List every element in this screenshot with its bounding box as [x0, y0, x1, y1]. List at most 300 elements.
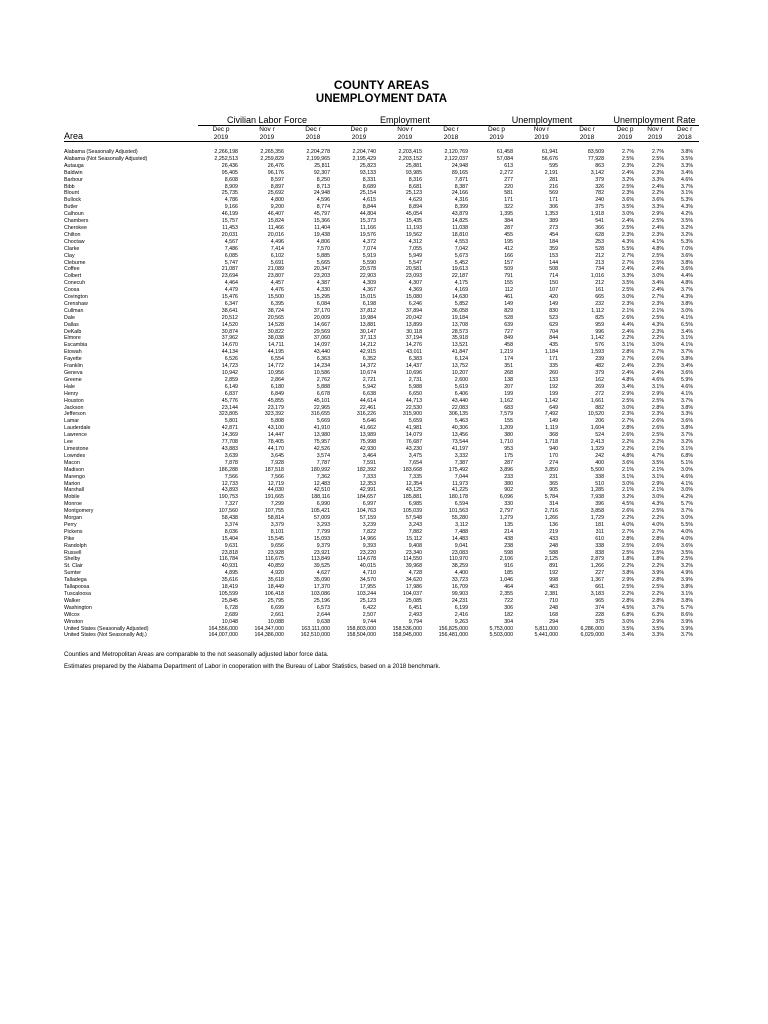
year-header: 2019 [382, 134, 428, 142]
value-cell: 14,825 [451, 218, 469, 225]
value-cell: 5,801 [224, 418, 238, 425]
value-cell: 438 [504, 535, 514, 542]
value-cell: 107,755 [264, 508, 284, 515]
value-cell: 2.5% [621, 542, 635, 549]
value-cell: 22,461 [359, 404, 377, 411]
value-cell: 9,744 [362, 618, 377, 625]
value-cell: 661 [595, 584, 605, 591]
value-cell: 9,794 [408, 618, 423, 625]
area-name-cell: Pike [64, 535, 75, 542]
value-cell: 11,166 [360, 224, 377, 231]
value-cell: 3.5% [651, 459, 665, 466]
value-cell: 18,419 [221, 584, 238, 591]
value-cell: 420 [549, 294, 559, 301]
value-cell: 727 [504, 328, 514, 335]
value-cell: 4.1% [651, 238, 665, 245]
value-cell: 996 [595, 328, 605, 335]
value-cell: 3,858 [590, 508, 605, 515]
table-row [64, 481, 699, 488]
value-cell: 2.2% [621, 563, 635, 570]
value-cell: 2.2% [621, 591, 635, 597]
value-cell: 3,243 [408, 521, 423, 528]
value-cell: 43,893 [221, 487, 238, 494]
value-cell: 40,931 [221, 563, 238, 570]
value-cell: 3,142 [590, 169, 605, 176]
value-cell: 1.8% [621, 556, 635, 563]
value-cell: 2.5% [621, 549, 635, 556]
table-row [64, 294, 699, 301]
value-cell: 6,347 [224, 300, 238, 307]
value-cell: 9,200 [270, 204, 284, 211]
value-cell: 541 [595, 218, 605, 225]
value-cell: 4,367 [362, 287, 377, 294]
value-cell: 42,871 [221, 425, 238, 432]
value-cell: 19,576 [359, 231, 377, 238]
value-cell: 149 [504, 300, 514, 307]
value-cell: 2,125 [544, 556, 559, 563]
value-cell: 5,659 [408, 418, 423, 425]
value-cell: 3.1% [621, 342, 635, 349]
value-cell: 281 [549, 176, 559, 183]
value-cell: 7,299 [270, 501, 284, 508]
area-name-cell: Sumter [64, 570, 82, 577]
value-cell: 3,850 [544, 466, 559, 473]
value-cell: 1,661 [590, 397, 605, 404]
area-name-cell: Shelby [64, 556, 81, 563]
value-cell: 2.1% [621, 487, 635, 494]
area-name-cell: Winston [64, 618, 84, 625]
value-cell: 338 [595, 542, 605, 549]
value-cell: 2.1% [651, 487, 665, 494]
value-cell: 104,763 [356, 508, 377, 515]
value-cell: 4.3% [681, 294, 694, 301]
value-cell: 2.6% [621, 314, 635, 321]
value-cell: 20,031 [221, 231, 238, 238]
value-cell: 3.3% [651, 632, 665, 639]
value-cell: 2.3% [651, 363, 665, 370]
value-cell: 2.4% [621, 169, 635, 176]
value-cell: 3.8% [681, 425, 694, 432]
value-cell: 3.1% [681, 335, 694, 342]
value-cell: 14,447 [267, 432, 284, 439]
value-cell: 1,279 [499, 515, 514, 522]
value-cell: 4,710 [362, 570, 377, 577]
unemployment-table [64, 116, 699, 639]
value-cell: 14,276 [405, 342, 423, 349]
value-cell: 2.3% [651, 169, 665, 176]
report-titles [64, 78, 699, 106]
month-header: Dec p [488, 126, 506, 133]
value-cell: 4.8% [621, 376, 635, 383]
value-cell: 25,085 [405, 597, 423, 604]
value-cell: 233 [504, 473, 514, 480]
value-cell: 14,483 [451, 535, 469, 542]
value-cell: 482 [595, 363, 605, 370]
value-cell: 34,570 [359, 577, 377, 584]
value-cell: 4.8% [651, 245, 665, 252]
value-cell: 15,080 [405, 294, 423, 301]
value-cell: 3.5% [621, 204, 635, 211]
value-cell: 3.5% [681, 155, 694, 162]
value-cell: 2.5% [621, 287, 635, 294]
value-cell: 380 [504, 432, 514, 439]
value-cell: 153 [549, 252, 559, 259]
table-row [64, 598, 699, 605]
month-header: Nov r [533, 126, 550, 133]
value-cell: 170 [549, 452, 559, 459]
value-cell: 35,616 [221, 577, 238, 584]
value-cell: 5.3% [681, 238, 694, 245]
value-cell: 2.1% [621, 307, 635, 314]
value-cell: 57,548 [405, 515, 423, 522]
value-cell: 2.3% [621, 162, 635, 169]
value-cell: 7,362 [316, 473, 331, 480]
value-cell: 365 [549, 480, 559, 487]
value-cell: 2.3% [621, 231, 635, 238]
value-cell: 4,169 [454, 287, 469, 294]
value-cell: 15,093 [313, 535, 331, 542]
value-cell: 5,885 [316, 252, 331, 259]
value-cell: 2.9% [651, 480, 665, 487]
value-cell: 25,735 [221, 190, 238, 197]
value-cell: 3.7% [681, 508, 694, 515]
value-cell: 26,436 [221, 162, 238, 169]
value-cell: 2.4% [621, 363, 635, 370]
value-cell: 25,123 [359, 597, 377, 604]
value-cell: 14,772 [267, 363, 284, 370]
value-cell: 3.0% [651, 273, 665, 280]
value-cell: 4,476 [270, 287, 284, 294]
value-cell: 14,212 [359, 342, 377, 349]
value-cell: 37,194 [405, 335, 423, 342]
value-cell: 21,089 [267, 266, 284, 273]
value-cell: 6,286,000 [580, 625, 605, 632]
value-cell: 649 [549, 404, 559, 411]
value-cell: 1,729 [590, 515, 605, 522]
value-cell: 158,536,000 [392, 625, 423, 632]
value-cell: 5.3% [681, 197, 694, 204]
value-cell: 2,204,740 [352, 149, 377, 155]
value-cell: 7,333 [362, 473, 377, 480]
value-cell: 2,859 [224, 376, 238, 383]
value-cell: 99,903 [451, 591, 469, 597]
value-cell: 2.5% [651, 155, 665, 162]
value-cell: 2.6% [651, 418, 665, 425]
value-cell: 20,042 [405, 314, 423, 321]
value-cell: 11,466 [268, 224, 284, 231]
value-cell: 374 [595, 604, 605, 611]
value-cell: 2.1% [621, 466, 635, 473]
value-cell: 212 [595, 252, 605, 259]
value-cell: 4.5% [621, 604, 635, 611]
footnote-source: Estimates prepared by the Alabama Department of Labor in cooperation with the Bureau of Labor Statistics, based on a 2018 benchmark. [64, 663, 441, 671]
value-cell: 5,669 [316, 418, 331, 425]
value-cell: 2.6% [621, 432, 635, 439]
value-cell: 8,316 [408, 176, 423, 183]
value-cell: 55,280 [451, 515, 469, 522]
table-row [64, 474, 699, 481]
value-cell: 238 [504, 542, 514, 549]
table-row [64, 246, 699, 253]
value-cell: 17,370 [313, 584, 331, 591]
area-name-cell: Lamar [64, 418, 80, 425]
value-cell: 4,464 [224, 280, 238, 287]
value-cell: 29,569 [313, 328, 331, 335]
value-cell: 15,824 [267, 218, 284, 225]
value-cell: 3.6% [651, 197, 665, 204]
value-cell: 9,408 [408, 542, 423, 549]
value-cell: 37,113 [360, 335, 377, 342]
table-row [64, 363, 699, 370]
value-cell: 10,696 [405, 370, 423, 376]
value-cell: 19,184 [451, 314, 469, 321]
value-cell: 5,888 [316, 383, 331, 390]
value-cell: 8,101 [270, 528, 284, 535]
value-cell: 14,079 [405, 432, 423, 439]
value-cell: 2.3% [651, 411, 665, 418]
value-cell: 4,596 [316, 197, 331, 204]
value-cell: 277 [504, 176, 514, 183]
value-cell: 14,234 [313, 363, 331, 370]
value-cell: 4,806 [316, 238, 331, 245]
value-cell: 5.5% [681, 521, 694, 528]
table-row [64, 550, 699, 557]
value-cell: 2.2% [651, 563, 665, 570]
value-cell: 273 [549, 224, 559, 231]
value-cell: 6,638 [362, 390, 377, 397]
value-cell: 15,435 [405, 218, 423, 225]
value-cell: 4.4% [621, 321, 635, 328]
value-cell: 2.9% [651, 211, 665, 218]
table-row [64, 218, 699, 225]
value-cell: 3,639 [224, 452, 238, 459]
value-cell: 359 [549, 245, 559, 252]
value-cell: 3.1% [681, 190, 694, 197]
report-title: COUNTY AREAS [333, 78, 430, 92]
table-row [64, 632, 699, 639]
value-cell: 20,512 [221, 314, 238, 321]
value-cell: 12,483 [313, 480, 331, 487]
value-cell: 2.4% [621, 218, 635, 225]
area-name-cell: Cullman [64, 307, 84, 314]
value-cell: 41,910 [313, 425, 331, 432]
value-cell: 274 [549, 459, 559, 466]
value-cell: 17,955 [359, 584, 377, 591]
value-cell: 13,708 [451, 321, 469, 328]
value-cell: 20,581 [405, 266, 423, 273]
value-cell: 14,437 [405, 363, 423, 370]
area-name-cell: Marengo [64, 473, 85, 480]
value-cell: 3.1% [621, 473, 635, 480]
value-cell: 3.1% [651, 473, 665, 480]
area-name-cell: Hale [64, 383, 75, 390]
value-cell: 714 [549, 273, 559, 280]
value-cell: 3.0% [681, 466, 694, 473]
value-cell: 665 [595, 294, 605, 301]
value-cell: 4.8% [621, 452, 635, 459]
value-cell: 157 [504, 259, 514, 266]
value-cell: 4.6% [651, 376, 665, 383]
value-cell: 2.2% [651, 335, 665, 342]
value-cell: 6,699 [270, 604, 284, 611]
value-cell: 8,608 [224, 176, 238, 183]
area-name-cell: Colbert [64, 273, 82, 280]
year-header: 2018 [670, 134, 699, 142]
value-cell: 2.7% [621, 356, 635, 363]
value-cell: 1,142 [544, 397, 559, 404]
value-cell: 164,386,000 [254, 632, 284, 639]
value-cell: 4,567 [224, 238, 238, 245]
value-cell: 9,041 [454, 542, 469, 549]
value-cell: 576 [595, 342, 605, 349]
area-name-cell: Dale [64, 314, 75, 321]
value-cell: 42,930 [359, 445, 377, 452]
value-cell: 2.6% [651, 542, 665, 549]
value-cell: 9,631 [224, 542, 238, 549]
value-cell: 3.4% [681, 169, 694, 176]
value-cell: 400 [595, 459, 605, 466]
value-cell: 248 [549, 542, 559, 549]
value-cell: 23,928 [267, 549, 284, 556]
value-cell: 5.7% [681, 604, 694, 611]
value-cell: 2.5% [651, 549, 665, 556]
value-cell: 2.8% [651, 535, 665, 542]
value-cell: 22,083 [451, 404, 469, 411]
value-cell: 2.7% [651, 149, 665, 155]
value-cell: 171 [549, 197, 559, 204]
value-cell: 45,101 [313, 397, 331, 404]
table-row [64, 591, 699, 598]
value-cell: 57,159 [359, 515, 377, 522]
value-cell: 110,970 [449, 556, 469, 563]
value-cell: 5,503,000 [489, 632, 514, 639]
value-cell: 4,728 [408, 570, 423, 577]
value-cell: 9,263 [454, 618, 469, 625]
value-cell: 3.9% [651, 570, 665, 577]
value-cell: 1,593 [590, 349, 605, 356]
value-cell: 195 [504, 238, 514, 245]
value-cell: 105,039 [402, 508, 423, 515]
value-cell: 1,266 [590, 563, 605, 570]
value-cell: 2,252,513 [214, 155, 238, 162]
value-cell: 4,400 [454, 570, 469, 577]
table-row [64, 411, 699, 418]
value-cell: 610 [595, 535, 605, 542]
area-name-cell: Greene [64, 376, 82, 383]
area-name-cell: Franklin [64, 363, 83, 370]
value-cell: 1,142 [590, 335, 605, 342]
value-cell: 2.7% [651, 349, 665, 356]
area-name-cell: Marshall [64, 487, 85, 494]
value-cell: 3,183 [590, 591, 605, 597]
month-header: Nov r [647, 126, 663, 133]
value-cell: 166 [504, 252, 514, 259]
value-cell: 15,373 [359, 218, 377, 225]
value-cell: 42,991 [359, 487, 377, 494]
value-cell: 4.0% [681, 528, 694, 535]
value-cell: 42,510 [313, 487, 331, 494]
value-cell: 4,309 [362, 280, 377, 287]
value-cell: 43,440 [313, 349, 331, 356]
value-cell: 2.2% [621, 445, 635, 452]
table-row [64, 142, 699, 156]
area-name-cell: Crenshaw [64, 300, 88, 307]
value-cell: 2.7% [621, 149, 635, 155]
table-row [64, 398, 699, 405]
value-cell: 863 [595, 162, 605, 169]
value-cell: 3.2% [681, 224, 694, 231]
value-cell: 44,614 [359, 397, 377, 404]
value-cell: 6,383 [408, 356, 423, 363]
value-cell: 231 [549, 473, 559, 480]
value-cell: 2.4% [621, 370, 635, 376]
value-cell: 11,404 [314, 224, 331, 231]
value-cell: 164,007,000 [208, 632, 238, 639]
value-cell: 8,399 [454, 204, 469, 211]
value-cell: 4.7% [651, 452, 665, 459]
value-cell: 3,239 [362, 521, 377, 528]
value-cell: 4.0% [651, 521, 665, 528]
value-cell: 10,956 [267, 370, 284, 376]
value-cell: 2.4% [651, 370, 665, 376]
area-name-cell: Blount [64, 190, 80, 197]
value-cell: 3.8% [681, 597, 694, 604]
value-cell: 187,518 [264, 466, 284, 473]
value-cell: 6,526 [224, 356, 238, 363]
value-cell: 6,096 [499, 494, 514, 501]
value-cell: 4.4% [681, 273, 694, 280]
value-cell: 508 [549, 266, 559, 273]
value-cell: 9,379 [316, 542, 331, 549]
value-cell: 4.3% [651, 501, 665, 508]
area-name-cell: Lawrence [64, 432, 87, 439]
value-cell: 161 [595, 287, 605, 294]
value-cell: 22,187 [451, 273, 469, 280]
table-row [64, 605, 699, 612]
value-cell: 6.5% [681, 321, 694, 328]
value-cell: 185,881 [402, 494, 423, 501]
value-cell: 323,805 [218, 411, 238, 418]
value-cell: 25,795 [267, 597, 284, 604]
value-cell: 1,119 [545, 425, 559, 432]
value-cell: 15,015 [359, 294, 377, 301]
value-cell: 2,203,415 [398, 149, 423, 155]
value-cell: 4.9% [681, 570, 694, 577]
value-cell: 44,713 [405, 397, 423, 404]
value-cell: 103,244 [356, 591, 377, 597]
value-cell: 5,547 [408, 259, 423, 266]
value-cell: 3.7% [681, 183, 694, 190]
value-cell: 14,528 [267, 321, 284, 328]
month-header: Nov r [397, 126, 413, 133]
value-cell: 524 [595, 432, 605, 439]
value-cell: 461 [504, 294, 514, 301]
value-cell: 3.0% [681, 307, 694, 314]
value-cell: 2,355 [499, 591, 514, 597]
value-cell: 825 [595, 314, 605, 321]
value-cell: 4,330 [316, 287, 331, 294]
value-cell: 5,691 [270, 259, 284, 266]
value-cell: 3,896 [499, 466, 514, 473]
value-cell: 306,135 [448, 411, 469, 418]
value-cell: 598 [504, 549, 514, 556]
area-name-cell: Perry [64, 521, 77, 528]
value-cell: 8,844 [362, 204, 377, 211]
value-cell: 13,980 [313, 432, 331, 439]
value-cell: 20,347 [313, 266, 331, 273]
area-name-cell: Alabama (Seasonally Adjusted) [64, 149, 138, 155]
table-body [64, 142, 699, 640]
